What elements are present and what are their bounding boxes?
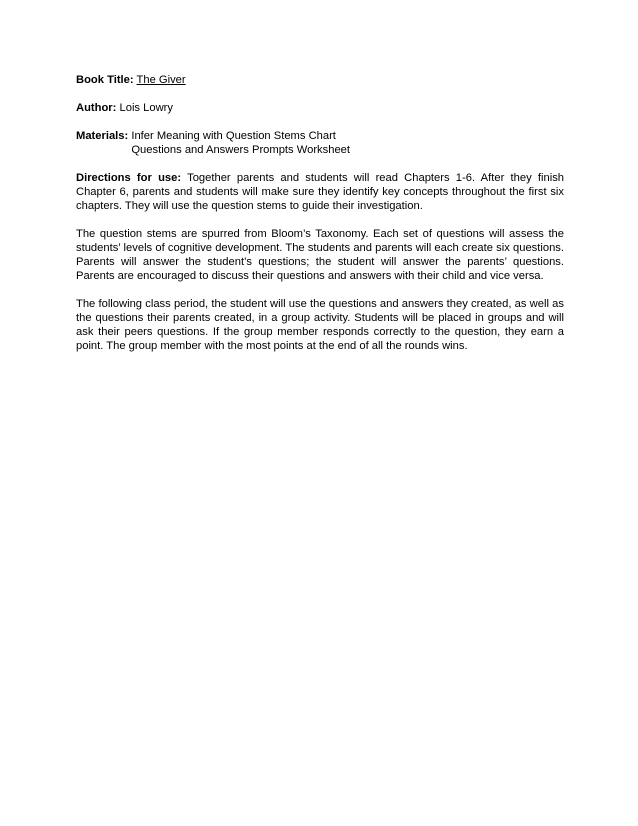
document-body [76, 73, 564, 353]
body-paragraph: The following class period, the student will use the questions and answers they created, as well as the questions their parents created, in a group activity. Students will be placed in groups and will ask their peers questions. If the group member responds correctly to the question, they earn a point. The group member with the most points at the end of all the rounds wins. [76, 298, 564, 352]
directions-text: Together parents and students will read Chapters 1-6. After they finish Chapter 6, parents and students will make sure they identify key concepts throughout the first six chapters. They will use the question stems to guide their investigation. [76, 172, 565, 212]
author-label: Author: [76, 102, 117, 114]
materials-item: Infer Meaning with Question Stems Chart [131, 130, 336, 142]
materials-block [76, 129, 564, 157]
body-paragraph: The question stems are spurred from Bloom’s Taxonomy. Each set of questions will assess the students’ levels of cognitive development. The students and parents will each create six questions. Parents will answer the student’s questions; the student will answer the parents’ questions. Parents are encouraged to discuss their questions and answers with their child and vice versa. [76, 228, 564, 282]
spacer [76, 115, 564, 129]
directions-paragraph [76, 171, 564, 213]
spacer [76, 213, 564, 227]
spacer [76, 283, 564, 297]
author-line [76, 101, 564, 115]
spacer [76, 87, 564, 101]
materials-list [131, 129, 564, 157]
spacer [76, 157, 564, 171]
materials-label: Materials: [76, 130, 129, 142]
directions-label: Directions for use: [76, 172, 182, 184]
book-title-value: The Giver [136, 74, 186, 86]
author-value: Lois Lowry [119, 102, 173, 114]
book-title-label: Book Title: [76, 74, 134, 86]
materials-item: Questions and Answers Prompts Worksheet [131, 144, 351, 156]
book-title-line [76, 73, 564, 87]
